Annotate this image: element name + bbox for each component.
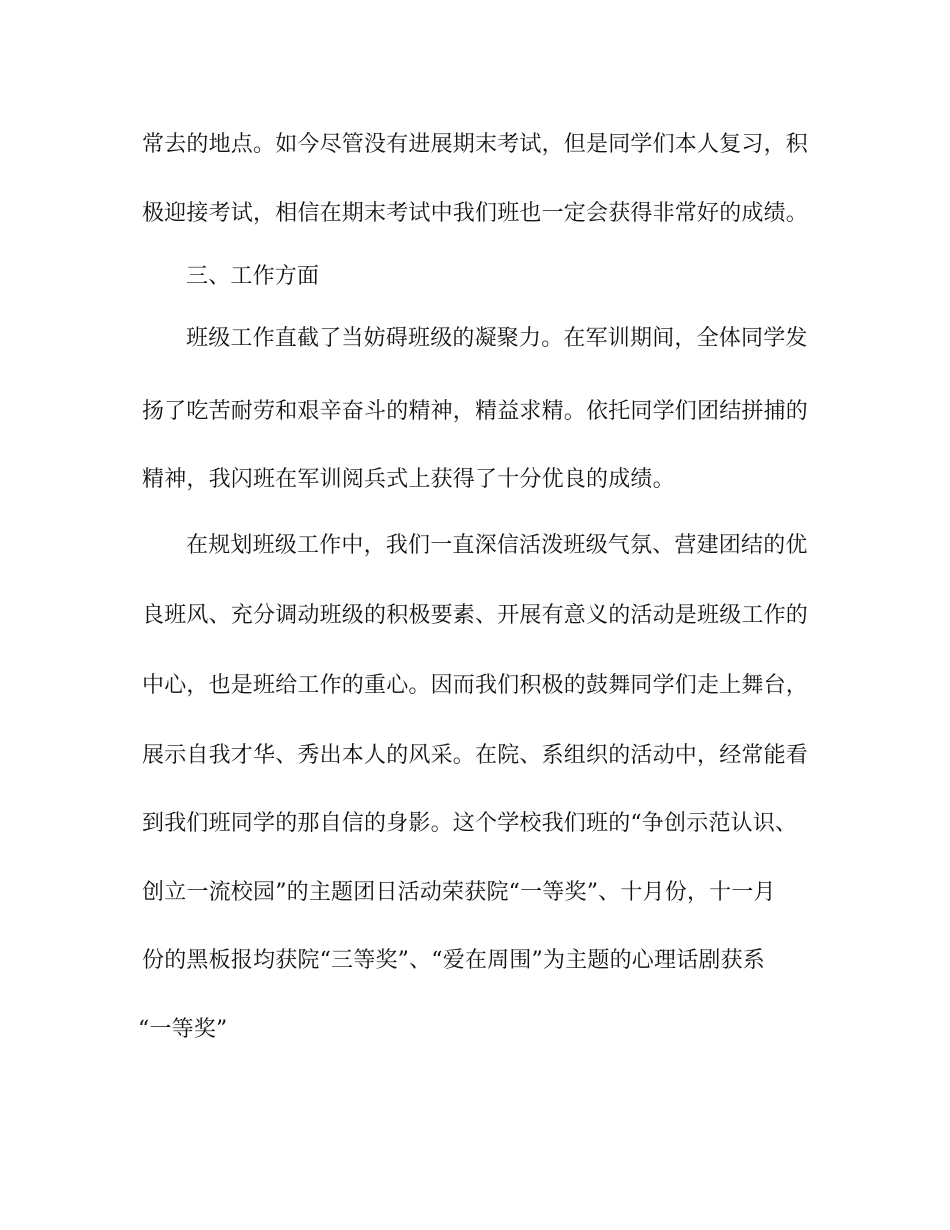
text-line-13: 份的黑板报均获院“三等奖”、“爱在周围”为主题的心理话剧获系	[142, 948, 765, 973]
text-line-11: 到我们班同学的那自信的身影。这个学校我们班的“争创示范认识、	[142, 811, 798, 836]
text-line-9: 中心，也是班给工作的重心。因而我们积极的鼓舞同学们走上舞台，	[142, 673, 809, 698]
text-line-6: 精神，我闪班在军训阅兵式上获得了十分优良的成绩。	[142, 467, 675, 492]
text-line-5: 扬了吃苦耐劳和艰辛奋斗的精神，精益求精。依托同学们团结拼捕的	[142, 399, 809, 424]
text-line-7: 在规划班级工作中，我们一直深信活泼班级气氛、营建团结的优	[186, 533, 808, 558]
section-heading-work: 三、工作方面	[186, 264, 320, 289]
text-line-8: 良班风、充分调动班级的积极要素、开展有意义的活动是班级工作的	[142, 603, 809, 628]
text-line-4: 班级工作直截了当妨碍班级的凝聚力。在军训期间，全体同学发	[186, 326, 808, 351]
text-line-12: 创立一流校园”的主题团日活动荣获院“一等奖”、十月份，十一月	[142, 880, 776, 905]
text-line-2: 极迎接考试，相信在期末考试中我们班也一定会获得非常好的成绩。	[142, 201, 809, 226]
text-line-14: “一等奖”	[138, 1017, 228, 1042]
text-line-1: 常去的地点。如今尽管没有进展期末考试，但是同学们本人复习，积	[142, 132, 809, 157]
text-line-10: 展示自我才华、秀出本人的风采。在院、系组织的活动中，经常能看	[142, 743, 809, 768]
